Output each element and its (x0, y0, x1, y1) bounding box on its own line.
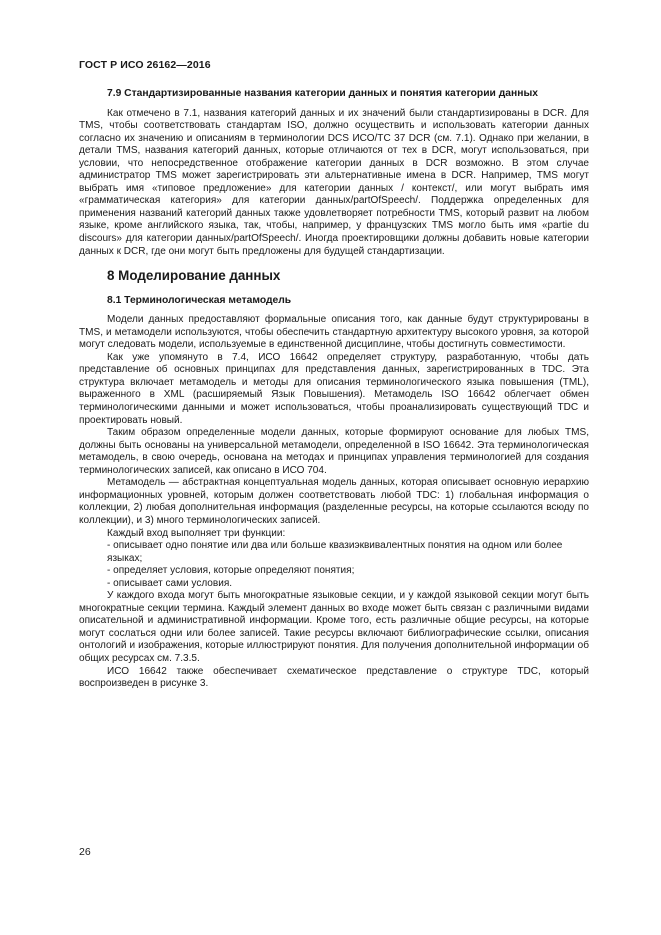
section-8-1-paragraph-5: Каждый вход выполняет три функции: (107, 527, 286, 539)
list-item: - описывает сами условия. (107, 577, 233, 589)
section-8-1-paragraph-2: Как уже упомянуто в 7.4, ИСО 16642 определяет структуру, разработанную, чтобы дать представление об основных принципах для представления данных, зарегистрированных в TDC. Эта структура включает метамодель и методы для описания терминологического языка повышения (TML), выраженного в XML (расширяемый Язык Повышения). Метамодель ISO 16642 облегчает обмен терминологическими данными и может использоваться, чтобы проанализировать существующий TDC и проектировать новый. (79, 351, 589, 426)
section-8-heading: 8 Моделирование данных (107, 268, 281, 284)
page-content (79, 88, 589, 691)
section-8-1-paragraph-3: Таким образом определенные модели данных, которые формируют основание для любых TMS, должны быть основаны на универсальной метамодели, определенной в ISO 16642. Эта терминологическая метамодель, в свою очередь, основана на методах и принципах управления терминологией для создания терминологических записей, как описано в ИСО 704. (79, 427, 589, 476)
section-8-1-paragraph-7: ИСО 16642 также обеспечивает схематическое представление о структуре TDC, который воспроизведен в рисунке 3. (79, 665, 589, 690)
list-item: - определяет условия, которые определяют понятия; (107, 565, 355, 577)
section-7-9-paragraph: Как отмечено в 7.1, названия категорий данных и их значений были стандартизированы в DCR. Для TMS, чтобы соответствовать стандартам ISO, должно осуществить и использовать категории данных согласно их значению и описаниям в терминологии DCS ИСО/TC 37 DCR (см. 7.1). Однако при желании, в детали TMS, названия категорий данных, которые отличаются от тех в DCR, могут использоваться, при условии, что непосредственное отображение категории данных в DCR возможно. В этом случае администратор TMS может зарегистрировать эти альтернативные имена в DCR. Например, TMS могут выбрать имя «типовое предложение» для категории данных / контекст/, или могут выбрать имя «грамматическая категория» для категории данных/partOfSpeech/. Поддержка определенных для применения названий категорий данных также удовлетворяет потребности TMS, который развит на любом языке, кроме английского языка, так, чтобы, например, у французских TMS могло быть имя «partie du discours» для категории данных/partOfSpeech/. Иногда проектировщики должны добавить новые категории данных к DCR, где они могут быть предложены для будущей стандартизации. (79, 107, 589, 257)
list-item: - описывает одно понятие или два или больше квазиэквивалентных понятия на одном или более языках; (107, 540, 563, 564)
document-header: ГОСТ Р ИСО 26162—2016 (79, 59, 211, 71)
section-8-1-paragraph-4: Метамодель — абстрактная концептуальная модель данных, которая описывает основную иерархию информационных уровней, которым должен соответствовать любой TDC: 1) глобальная информация о коллекции, 2) любая дополнительная информация (разделенные ресурсы, на которые ссылаются всюду по коллекции), и 3) много терминологических записей. (79, 477, 589, 526)
section-8-1-paragraph-1: Модели данных предоставляют формальные описания того, как данные будут структурированы в TMS, и метамодели используются, чтобы обеспечить стандартную архитектуру высокого уровня, за которой могут следовать модели, используемые в единственной дисциплине, чтобы достигнуть совместимости. (79, 314, 589, 351)
section-8-1-heading: 8.1 Терминологическая метамодель (107, 294, 292, 306)
section-7-9-heading: 7.9 Стандартизированные названия категории данных и понятия категории данных (107, 88, 538, 99)
page-number: 26 (79, 846, 91, 858)
section-8-1-paragraph-6: У каждого входа могут быть многократные языковые секции, и у каждой языковой секции могут быть многократные секции термина. Каждый элемент данных во входе может быть связан с различными видами описательной и административной информации. Кроме того, есть различные общие ресурсы, на которые могут сослаться одни или более записей. Такие ресурсы включают библиографические ссылки, описания онтологий и изображения, которые иллюстрируют понятия. Для получения дополнительной информации об общих ресурсах см. 7.3.5. (79, 590, 589, 664)
